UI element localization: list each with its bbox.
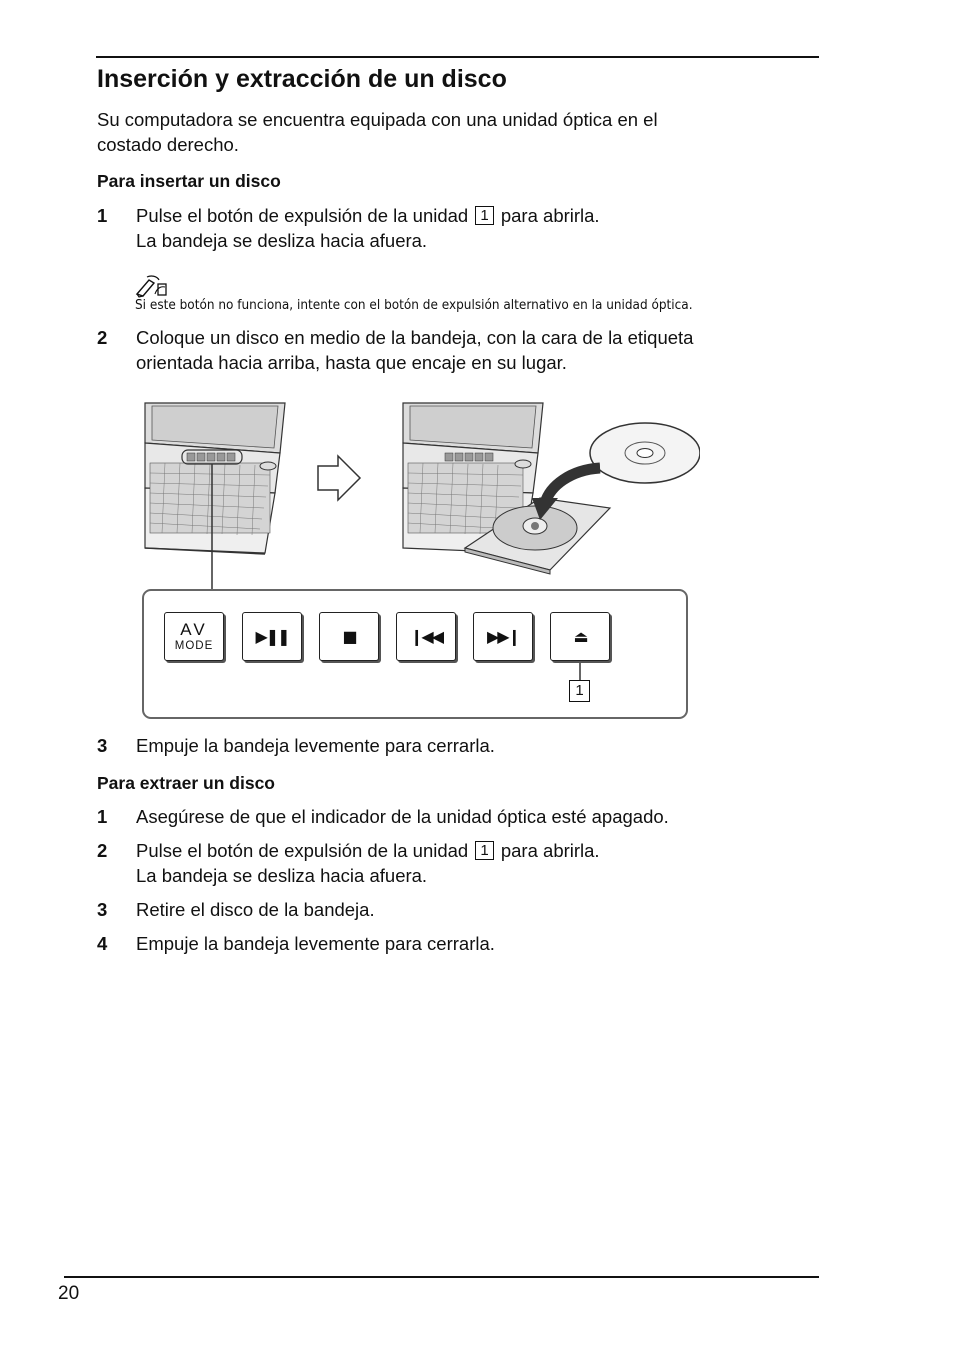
laptop-right-drawing <box>403 403 610 574</box>
page-number: 20 <box>58 1283 80 1304</box>
insert-heading: Para insertar un disco <box>97 171 281 191</box>
step-text-part: para abrirla. <box>500 840 600 861</box>
av-mode-button[interactable] <box>164 612 224 661</box>
step-number: 3 <box>97 899 108 920</box>
insert-arrow-icon <box>545 468 600 503</box>
step-number: 1 <box>97 205 108 226</box>
disc-drawing <box>590 423 700 483</box>
note-text: Si este botón no funciona, intente con el botón de expulsión alternativo en la unidad óptica. <box>135 298 693 313</box>
mode-label: MODE <box>174 639 214 652</box>
step-text-line-2: orientada hacia arriba, hasta que encaje en su lugar. <box>136 352 567 373</box>
intro-line-1: Su computadora se encuentra equipada con una unidad óptica en el <box>97 109 658 130</box>
next-track-button[interactable] <box>473 612 533 661</box>
step-text-part: Pulse el botón de expulsión de la unidad <box>136 840 469 861</box>
callout-ref: 1 <box>475 206 493 225</box>
step-text: Empuje la bandeja levemente para cerrarla. <box>136 933 495 954</box>
step-number: 3 <box>97 735 108 756</box>
step-text <box>136 203 600 228</box>
previous-track-button[interactable] <box>396 612 456 661</box>
intro-line-2: costado derecho. <box>97 134 239 155</box>
step-number: 4 <box>97 933 108 954</box>
next-track-icon: ▶▶❙ <box>486 627 519 646</box>
laptop-disc-illustration <box>140 398 700 723</box>
eject-button[interactable] <box>550 612 610 661</box>
step-text-part: para abrirla. <box>500 205 600 226</box>
step-text-line-2: La bandeja se desliza hacia afuera. <box>136 230 428 251</box>
step-text: Empuje la bandeja levemente para cerrarla. <box>136 735 495 756</box>
stop-icon: ■ <box>342 627 356 646</box>
top-rule <box>96 56 819 58</box>
step-number: 1 <box>97 806 108 827</box>
page-title: Inserción y extracción de un disco <box>97 65 507 93</box>
play-pause-icon: ▶❚❚ <box>255 627 289 646</box>
callout-ref: 1 <box>475 841 493 860</box>
eject-icon: ⏏ <box>573 627 587 646</box>
callout-label: 1 <box>569 680 590 702</box>
step-text: Asegúrese de que el indicador de la unidad óptica esté apagado. <box>136 806 669 827</box>
stop-button[interactable] <box>319 612 379 661</box>
bottom-rule <box>64 1276 819 1278</box>
remove-heading: Para extraer un disco <box>97 773 275 793</box>
laptop-left-drawing <box>145 403 285 554</box>
step-text <box>136 838 600 863</box>
step-number: 2 <box>97 840 108 861</box>
step-text: Coloque un disco en medio de la bandeja, con la cara de la etiqueta <box>136 327 694 348</box>
previous-track-icon: ❙◀◀ <box>409 627 442 646</box>
pencil-note-icon <box>135 274 169 298</box>
step-text: Retire el disco de la bandeja. <box>136 899 375 920</box>
step-text-part: Pulse el botón de expulsión de la unidad <box>136 205 469 226</box>
right-arrow-icon <box>318 456 360 500</box>
play-pause-button[interactable] <box>242 612 302 661</box>
step-text-line-2: La bandeja se desliza hacia afuera. <box>136 865 428 886</box>
av-label: AV <box>180 619 208 639</box>
step-number: 2 <box>97 327 108 348</box>
